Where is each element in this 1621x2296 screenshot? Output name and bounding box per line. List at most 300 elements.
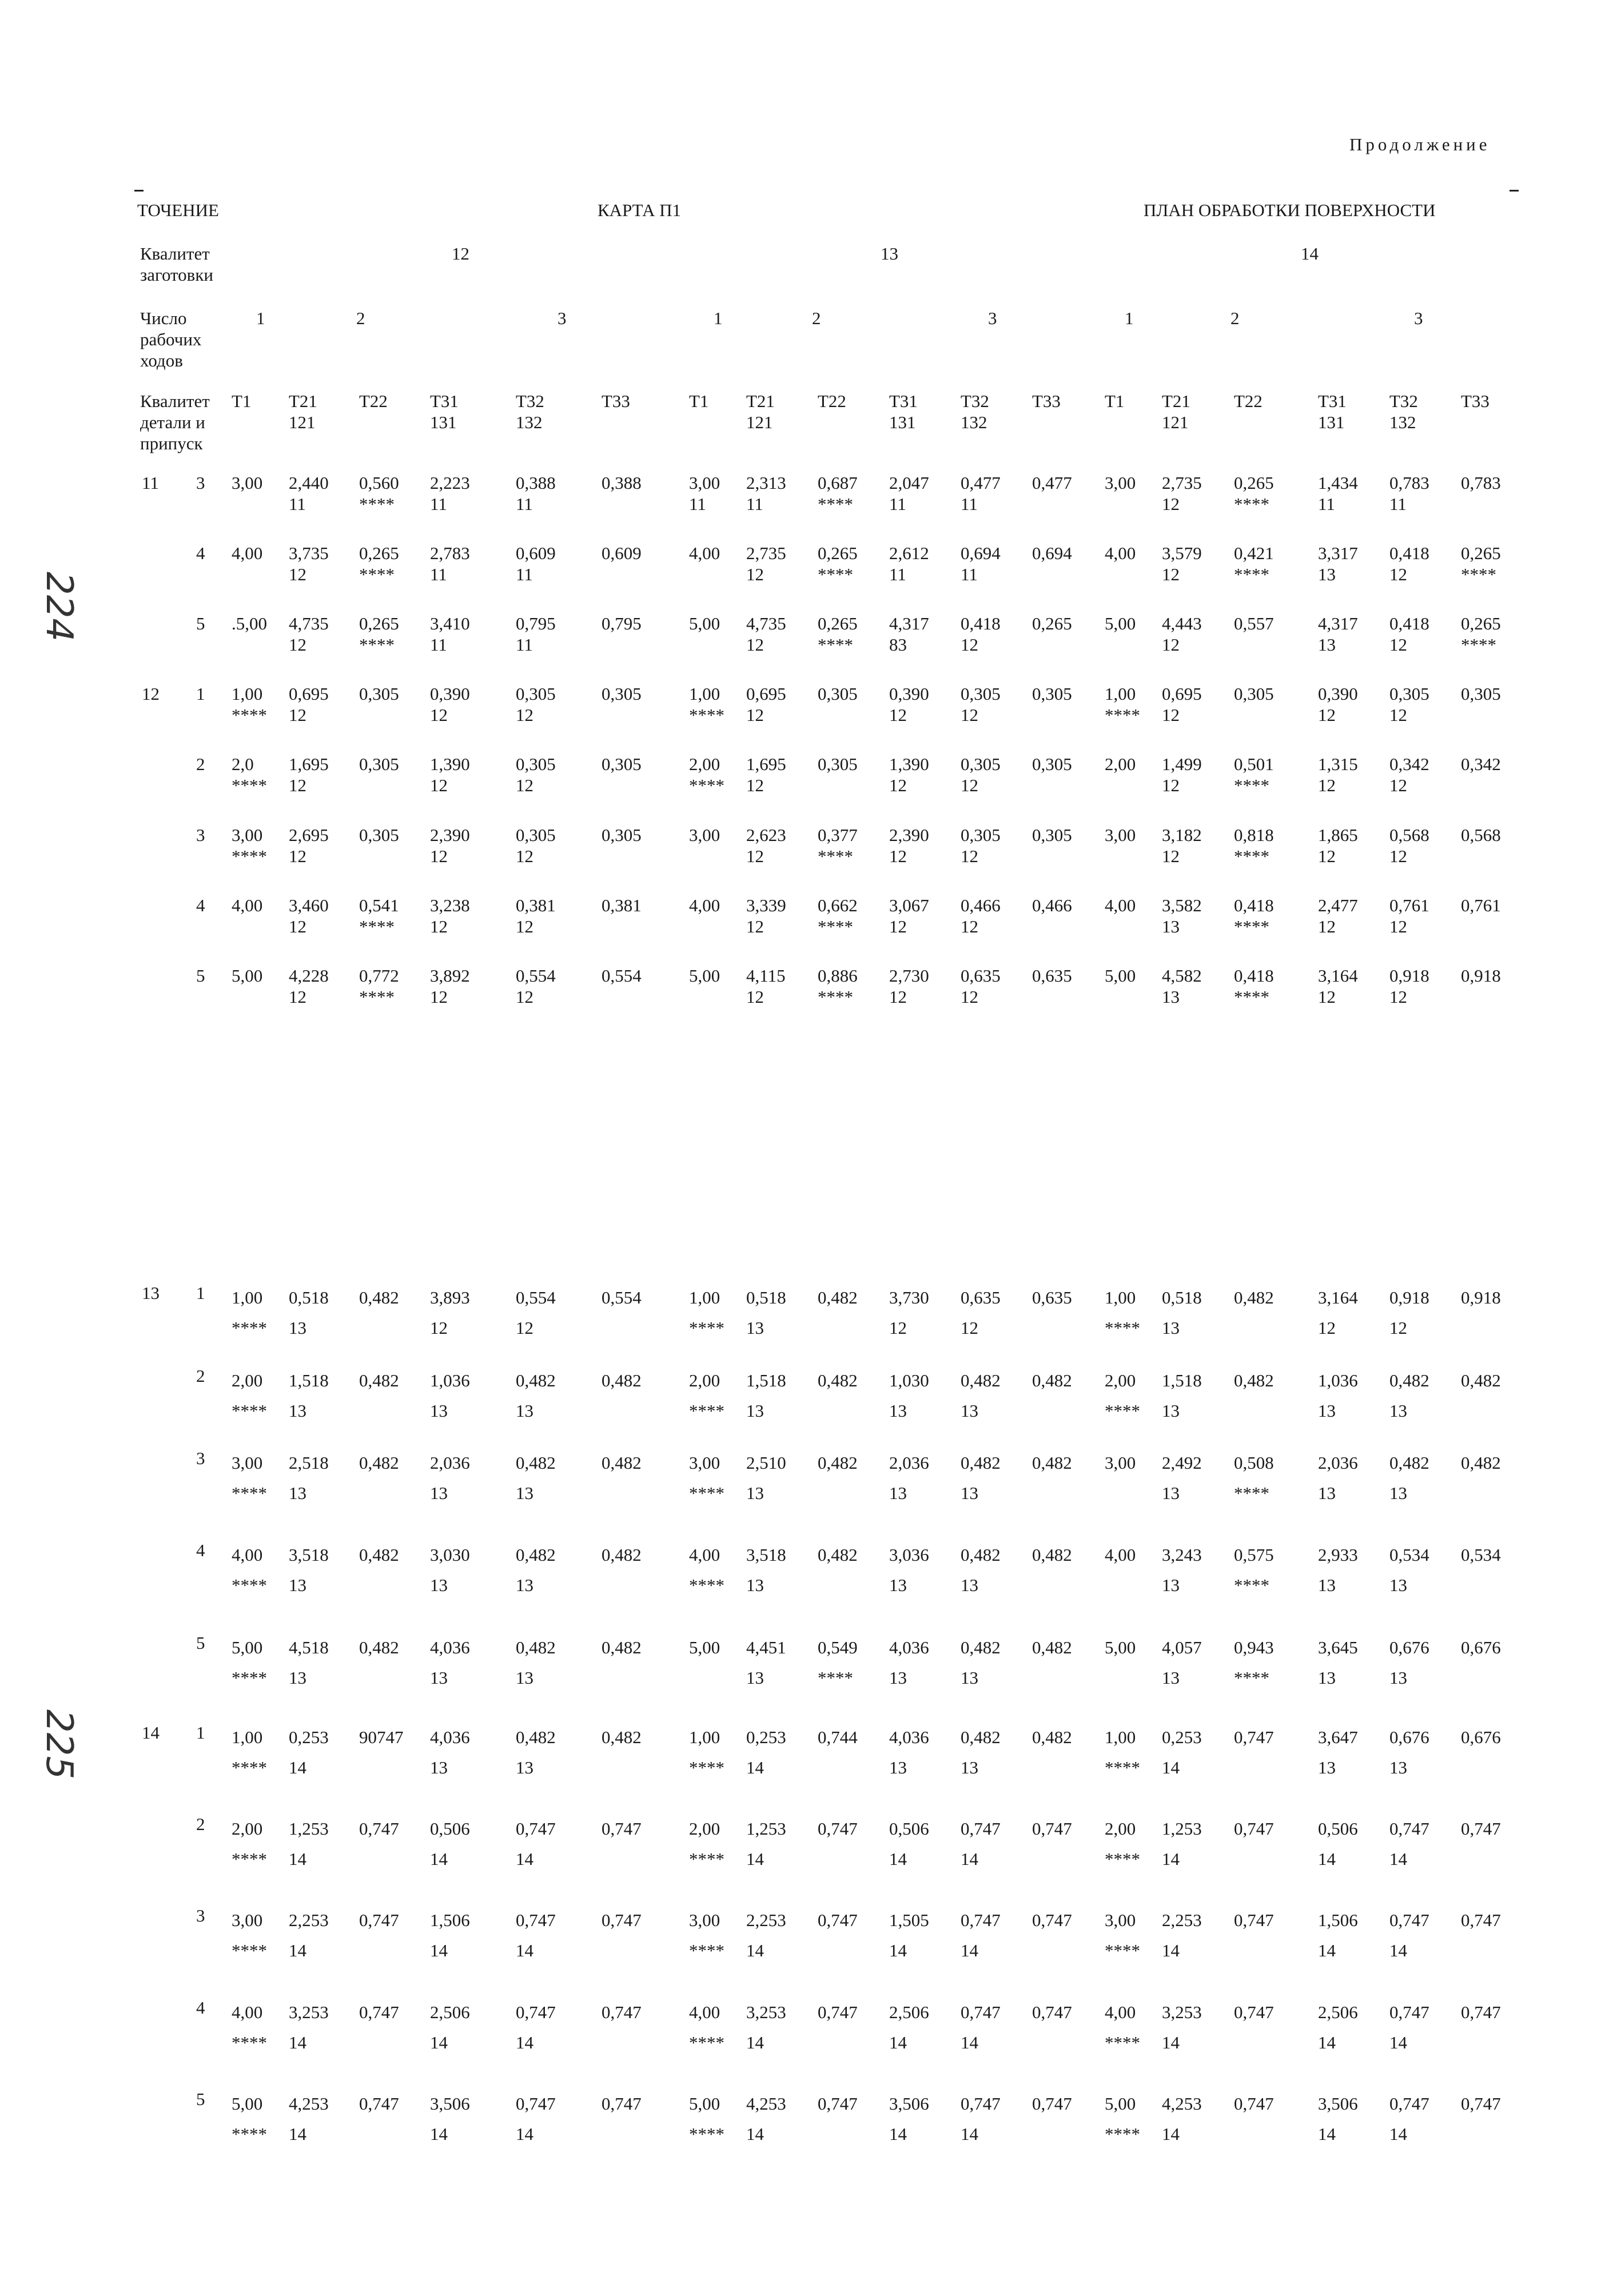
table-cell xyxy=(1318,543,1358,585)
cell-value: 0,305 xyxy=(359,825,399,845)
cell-value: 0,482 xyxy=(1032,1727,1072,1747)
table-cell xyxy=(746,1813,786,1874)
cell-subvalue: 14 xyxy=(961,2124,978,2144)
cell-value: 3,317 xyxy=(1318,543,1358,563)
table-cell xyxy=(1318,683,1358,726)
cell-value: 0,747 xyxy=(1461,2002,1501,2022)
table-cell xyxy=(1461,543,1501,585)
cell-subvalue: **** xyxy=(232,1575,267,1595)
cell-subvalue: 12 xyxy=(516,705,533,725)
part-grade: 12 xyxy=(142,684,160,704)
column-header-main: T1 xyxy=(1105,391,1125,411)
cell-value: 0,747 xyxy=(818,2094,858,2114)
cell-value: 0,265 xyxy=(359,543,399,563)
table-cell xyxy=(1162,965,1202,1007)
cell-value: 2,00 xyxy=(1105,1819,1136,1839)
cell-value: 0,418 xyxy=(1389,613,1429,633)
table-cell xyxy=(746,1448,786,1508)
cell-subvalue: 14 xyxy=(516,1849,533,1869)
cell-value: 1,390 xyxy=(889,754,929,774)
cell-subvalue: 11 xyxy=(516,494,533,514)
cell-value: 0,747 xyxy=(1461,2094,1501,2114)
cell-value: 5,00 xyxy=(1105,613,1136,633)
table-cell xyxy=(1105,1282,1140,1343)
cell-value: 0,501 xyxy=(1234,754,1274,774)
table-cell xyxy=(961,824,1001,867)
cell-subvalue: **** xyxy=(1461,564,1496,584)
table-cell xyxy=(1162,1540,1202,1600)
table-cell xyxy=(1318,1905,1358,1966)
table-cell xyxy=(1234,1540,1274,1600)
table-cell xyxy=(689,1632,720,1663)
cell-subvalue: **** xyxy=(232,1401,267,1421)
cell-value: 0,747 xyxy=(1234,1819,1274,1839)
cell-subvalue: 14 xyxy=(1162,1849,1180,1869)
table-cell xyxy=(689,1997,724,2058)
cell-value: 3,647 xyxy=(1318,1727,1358,1747)
cell-value: 0,390 xyxy=(430,684,470,704)
table-cell xyxy=(1234,683,1274,704)
table-cell xyxy=(602,754,642,775)
table-cell xyxy=(818,1813,858,1844)
table-cell xyxy=(289,1448,329,1508)
cell-subvalue: 14 xyxy=(1318,2124,1336,2144)
cell-subvalue: 14 xyxy=(430,2032,448,2052)
cell-subvalue: **** xyxy=(818,494,853,514)
cell-value: 5,00 xyxy=(689,2094,720,2114)
table-cell xyxy=(689,1813,724,1874)
cell-subvalue: 12 xyxy=(430,846,448,866)
cell-value: 4,253 xyxy=(289,2094,329,2114)
cell-subvalue: 13 xyxy=(746,1401,764,1421)
cell-subvalue: **** xyxy=(232,1940,267,1960)
cell-value: 1,00 xyxy=(232,1727,263,1747)
table-cell xyxy=(1032,543,1072,564)
cell-value: 2,612 xyxy=(889,543,929,563)
table-cell xyxy=(1461,965,1501,986)
table-cell xyxy=(1105,1540,1136,1570)
table-cell xyxy=(1162,1997,1202,2058)
cell-subvalue: **** xyxy=(689,1849,724,1869)
table-cell xyxy=(1032,1540,1072,1570)
cell-subvalue: 13 xyxy=(1162,1401,1180,1421)
cell-subvalue: **** xyxy=(1234,1575,1269,1595)
cell-value: 1,253 xyxy=(289,1819,329,1839)
cell-value: 0,482 xyxy=(961,1637,1001,1657)
cell-value: 0,747 xyxy=(516,2002,556,2022)
table-cell xyxy=(1105,472,1136,493)
table-cell xyxy=(1162,683,1202,726)
cell-value: 2,506 xyxy=(889,2002,929,2022)
cell-value: 0,482 xyxy=(818,1453,858,1473)
cell-value: 1,030 xyxy=(889,1370,929,1390)
cell-value: 0,554 xyxy=(516,966,556,986)
table-cell xyxy=(1234,1997,1274,2027)
column-header xyxy=(1318,390,1347,433)
cell-subvalue: 13 xyxy=(289,1401,306,1421)
cell-subvalue: **** xyxy=(1105,1401,1140,1421)
cell-value: 0,482 xyxy=(359,1545,399,1565)
cell-subvalue: 12 xyxy=(961,987,978,1007)
table-cell xyxy=(1318,1813,1358,1874)
cell-value: 2,0 xyxy=(232,754,254,774)
table-cell xyxy=(889,1365,929,1426)
allowance: 4 xyxy=(196,1998,205,2018)
cell-value: 0,508 xyxy=(1234,1453,1274,1473)
table-cell xyxy=(1389,965,1429,1007)
table-cell xyxy=(1318,1632,1358,1693)
column-header xyxy=(359,390,388,412)
table-cell xyxy=(430,1905,470,1966)
cell-value: 0,265 xyxy=(818,613,858,633)
cell-value: 4,00 xyxy=(689,1545,720,1565)
table-cell xyxy=(1162,824,1202,867)
table-cell xyxy=(289,1997,329,2058)
cell-subvalue: 13 xyxy=(1389,1483,1407,1503)
cell-value: 1,00 xyxy=(1105,1287,1136,1308)
column-header-main: T1 xyxy=(232,391,252,411)
cell-value: 0,418 xyxy=(1234,895,1274,915)
cell-value: 0,305 xyxy=(516,825,556,845)
cell-subvalue: 14 xyxy=(1162,1757,1180,1777)
cell-subvalue: 13 xyxy=(289,1575,306,1595)
table-cell xyxy=(1461,754,1501,775)
cell-value: 0,557 xyxy=(1234,613,1274,633)
cell-subvalue: 13 xyxy=(516,1483,533,1503)
cell-value: 0,482 xyxy=(359,1370,399,1390)
table-cell xyxy=(359,824,399,846)
cell-value: 0,482 xyxy=(359,1453,399,1473)
cell-value: 0,747 xyxy=(818,2002,858,2022)
table-cell xyxy=(1032,895,1072,916)
cell-subvalue: 11 xyxy=(430,635,447,655)
cell-value: 3,00 xyxy=(232,473,263,493)
continuation-label: Продолжение xyxy=(1349,134,1491,154)
table-cell xyxy=(1389,1448,1429,1508)
table-cell xyxy=(818,1722,858,1752)
cell-subvalue: 13 xyxy=(961,1575,978,1595)
table-cell xyxy=(746,613,786,655)
cell-subvalue: 13 xyxy=(961,1401,978,1421)
table-cell xyxy=(818,1282,858,1313)
cell-value: 2,00 xyxy=(689,1819,720,1839)
column-header xyxy=(746,390,775,433)
table-cell xyxy=(818,613,858,655)
table-cell xyxy=(1389,754,1429,796)
table-cell xyxy=(602,1540,642,1570)
cell-value: 3,506 xyxy=(430,2094,470,2114)
cell-value: 0,747 xyxy=(1234,1727,1274,1747)
cell-subvalue: **** xyxy=(1105,2124,1140,2144)
table-cell xyxy=(289,683,329,726)
table-cell xyxy=(1105,1905,1140,1966)
cell-value: 2,390 xyxy=(430,825,470,845)
cell-subvalue: 12 xyxy=(1389,846,1407,866)
cell-value: 2,00 xyxy=(689,1370,720,1390)
cell-value: 0,305 xyxy=(1389,684,1429,704)
cell-value: 0,466 xyxy=(1032,895,1072,915)
passes-number: 2 xyxy=(1230,308,1240,328)
cell-value: 2,477 xyxy=(1318,895,1358,915)
cell-value: 4,036 xyxy=(430,1637,470,1657)
cell-value: 0,676 xyxy=(1389,1637,1429,1657)
table-cell xyxy=(1461,613,1501,655)
column-header xyxy=(818,390,846,412)
cell-value: 0,795 xyxy=(516,613,556,633)
table-cell xyxy=(359,1282,399,1313)
allowance: 4 xyxy=(196,1540,205,1560)
table-cell xyxy=(289,1365,329,1426)
table-cell xyxy=(602,613,642,634)
table-cell xyxy=(818,965,858,1007)
table-cell xyxy=(961,683,1001,726)
table-cell xyxy=(1105,613,1136,634)
cell-subvalue: **** xyxy=(689,2124,724,2144)
allowance: 5 xyxy=(196,1633,205,1653)
table-cell xyxy=(602,895,642,916)
cell-value: 0,747 xyxy=(1461,1910,1501,1930)
table-cell xyxy=(359,1722,404,1752)
cell-value: 0,265 xyxy=(1032,613,1072,633)
table-cell xyxy=(430,543,470,585)
cell-subvalue: 13 xyxy=(516,1668,533,1688)
cell-subvalue: **** xyxy=(689,1401,724,1421)
table-cell xyxy=(602,1632,642,1663)
cell-value: 3,067 xyxy=(889,895,929,915)
table-cell xyxy=(1234,1813,1274,1844)
cell-subvalue: **** xyxy=(359,564,395,584)
cell-value: 4,00 xyxy=(689,543,720,563)
table-cell xyxy=(1389,683,1429,726)
cell-subvalue: 13 xyxy=(1318,1575,1336,1595)
cell-value: 0,747 xyxy=(516,1819,556,1839)
table-cell xyxy=(602,1813,642,1844)
table-cell xyxy=(232,1905,267,1966)
table-cell xyxy=(359,1448,399,1478)
cell-subvalue: 13 xyxy=(1318,1668,1336,1688)
table-cell xyxy=(602,1722,642,1752)
table-cell xyxy=(289,965,329,1007)
column-header-sub: 121 xyxy=(746,412,773,432)
table-cell xyxy=(430,754,470,796)
table-cell xyxy=(430,1632,470,1693)
cell-value: 0,506 xyxy=(889,1819,929,1839)
cell-value: 3,00 xyxy=(689,825,720,845)
table-cell xyxy=(1318,2088,1358,2149)
cell-subvalue: 14 xyxy=(430,1849,448,1869)
cell-subvalue: 12 xyxy=(1162,494,1180,514)
cell-value: 0,342 xyxy=(1389,754,1429,774)
table-cell xyxy=(961,1997,1001,2058)
cell-value: 0,482 xyxy=(961,1727,1001,1747)
table-cell xyxy=(516,613,556,655)
cell-subvalue: 14 xyxy=(961,2032,978,2052)
cell-subvalue: **** xyxy=(818,1668,853,1688)
table-cell xyxy=(289,754,329,796)
cell-value: 0,662 xyxy=(818,895,858,915)
table-cell xyxy=(232,824,267,867)
cell-value: 1,695 xyxy=(289,754,329,774)
column-header-sub: 121 xyxy=(289,412,316,432)
table-cell xyxy=(1234,1905,1274,1935)
table-cell xyxy=(232,895,262,916)
cell-value: 0,695 xyxy=(746,684,786,704)
cell-value: 4,00 xyxy=(1105,2002,1136,2022)
table-cell xyxy=(232,1813,267,1874)
table-cell xyxy=(1389,1540,1429,1600)
cell-subvalue: **** xyxy=(232,705,267,725)
table-cell xyxy=(1389,613,1429,655)
cell-value: 0,554 xyxy=(602,1287,642,1308)
table-cell xyxy=(359,1365,399,1396)
column-header xyxy=(889,390,918,433)
cell-value: 0,747 xyxy=(602,2094,642,2114)
cell-subvalue: 13 xyxy=(889,1575,907,1595)
passes-number: 1 xyxy=(256,308,265,328)
cell-value: 2,036 xyxy=(889,1453,929,1473)
header-right-title: ПЛАН ОБРАБОТКИ ПОВЕРХНОСТИ xyxy=(1144,200,1436,220)
cell-value: 3,893 xyxy=(430,1287,470,1308)
cell-value: 4,228 xyxy=(289,966,329,986)
table-cell xyxy=(1318,1722,1358,1783)
cell-subvalue: 12 xyxy=(289,564,306,584)
cell-subvalue: 13 xyxy=(746,1575,764,1595)
table-cell xyxy=(430,824,470,867)
cell-subvalue: 11 xyxy=(430,494,447,514)
table-cell xyxy=(430,2088,470,2149)
cell-value: 0,783 xyxy=(1389,473,1429,493)
cell-value: 0,518 xyxy=(1162,1287,1202,1308)
column-header-main: T33 xyxy=(1461,391,1489,411)
cell-subvalue: **** xyxy=(1105,1849,1140,1869)
cell-subvalue: 12 xyxy=(746,846,764,866)
cell-value: 0,482 xyxy=(818,1545,858,1565)
left-dash xyxy=(134,190,144,192)
cell-subvalue: 12 xyxy=(961,705,978,725)
table-cell xyxy=(516,1448,556,1508)
table-cell xyxy=(232,1365,267,1426)
cell-value: 0,676 xyxy=(1461,1727,1501,1747)
table-cell xyxy=(746,895,786,937)
table-cell xyxy=(232,1540,267,1600)
table-cell xyxy=(1389,1997,1429,2058)
cell-value: 2,735 xyxy=(746,543,786,563)
column-header xyxy=(232,390,251,412)
table-cell xyxy=(1105,1448,1136,1478)
table-cell xyxy=(1234,754,1274,796)
table-cell xyxy=(1234,613,1274,634)
table-cell xyxy=(430,1448,470,1508)
table-cell xyxy=(689,1365,724,1426)
cell-value: 0,747 xyxy=(602,1819,642,1839)
cell-value: 0,477 xyxy=(1032,473,1072,493)
table-cell xyxy=(1234,1632,1274,1693)
handwritten-page-225: 225 xyxy=(38,1709,80,1780)
column-header-main: T21 xyxy=(746,391,775,411)
cell-value: 0,305 xyxy=(961,684,1001,704)
cell-value: 4,036 xyxy=(430,1727,470,1747)
table-cell xyxy=(232,1282,267,1343)
cell-value: 0,388 xyxy=(602,473,642,493)
cell-value: 2,735 xyxy=(1162,473,1202,493)
table-cell xyxy=(516,472,556,515)
cell-subvalue: **** xyxy=(1234,1668,1269,1688)
cell-subvalue: 12 xyxy=(1162,705,1180,725)
cell-value: 0,305 xyxy=(602,754,642,774)
cell-value: 1,518 xyxy=(1162,1370,1202,1390)
table-cell xyxy=(1105,543,1136,564)
cell-value: 0,482 xyxy=(516,1545,556,1565)
cell-value: 3,460 xyxy=(289,895,329,915)
cell-value: 0,381 xyxy=(602,895,642,915)
cell-value: 0,747 xyxy=(1032,1910,1072,1930)
cell-value: 3,518 xyxy=(746,1545,786,1565)
cell-value: 2,036 xyxy=(430,1453,470,1473)
cell-value: 0,390 xyxy=(1318,684,1358,704)
table-cell xyxy=(516,1997,556,2058)
table-cell xyxy=(1162,2088,1202,2149)
table-cell xyxy=(1318,1540,1358,1600)
table-cell xyxy=(746,2088,786,2149)
cell-value: 3,253 xyxy=(746,2002,786,2022)
cell-value: 2,730 xyxy=(889,966,929,986)
cell-value: 3,030 xyxy=(430,1545,470,1565)
cell-value: 5,00 xyxy=(232,966,263,986)
cell-value: 0,305 xyxy=(961,825,1001,845)
table-cell xyxy=(359,1997,399,2027)
column-header-main: T32 xyxy=(516,391,544,411)
cell-value: 2,783 xyxy=(430,543,470,563)
cell-value: 4,253 xyxy=(746,2094,786,2114)
cell-value: 1,00 xyxy=(689,1287,720,1308)
cell-subvalue: 12 xyxy=(430,916,448,936)
cell-subvalue: **** xyxy=(1105,1940,1140,1960)
cell-subvalue: 14 xyxy=(961,1849,978,1869)
cell-value: 4,582 xyxy=(1162,966,1202,986)
cell-value: 2,623 xyxy=(746,825,786,845)
table-cell xyxy=(1234,824,1274,867)
table-cell xyxy=(689,472,720,515)
header-left-title: ТОЧЕНИЕ xyxy=(137,200,219,220)
cell-value: 0,482 xyxy=(1234,1370,1274,1390)
cell-subvalue: 11 xyxy=(961,494,978,514)
cell-value: 3,410 xyxy=(430,613,470,633)
cell-value: 0,482 xyxy=(516,1727,556,1747)
table-cell xyxy=(1461,895,1501,916)
cell-value: 4,00 xyxy=(232,2002,263,2022)
cell-value: 3,645 xyxy=(1318,1637,1358,1657)
cell-value: 0,747 xyxy=(1389,1819,1429,1839)
cell-value: 1,518 xyxy=(289,1370,329,1390)
cell-subvalue: 12 xyxy=(889,705,907,725)
cell-subvalue: 14 xyxy=(289,1849,306,1869)
column-header xyxy=(516,390,544,433)
cell-subvalue: 11 xyxy=(289,494,306,514)
cell-value: 1,253 xyxy=(746,1819,786,1839)
cell-value: 4,317 xyxy=(1318,613,1358,633)
table-cell xyxy=(689,895,720,916)
table-cell xyxy=(430,1997,470,2058)
column-header-main: T21 xyxy=(289,391,317,411)
cell-value: 3,506 xyxy=(1318,2094,1358,2114)
table-cell xyxy=(516,1813,556,1874)
cell-value: 0,265 xyxy=(1461,543,1501,563)
cell-subvalue: **** xyxy=(689,2032,724,2052)
cell-value: 1,434 xyxy=(1318,473,1358,493)
column-header-main: T22 xyxy=(359,391,388,411)
cell-value: 3,00 xyxy=(232,1910,263,1930)
cell-subvalue: 12 xyxy=(961,916,978,936)
